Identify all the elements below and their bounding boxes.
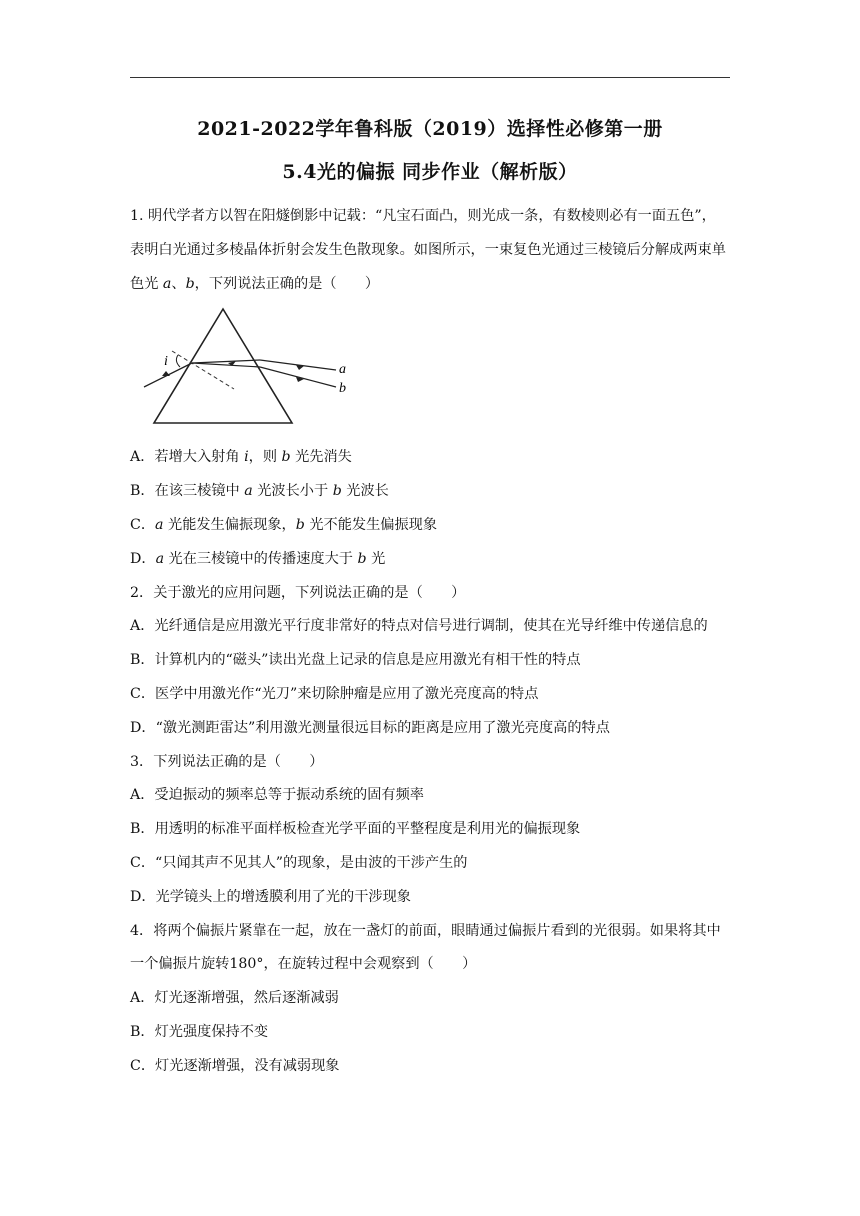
question-1-option-c: C．a 光能发生偏振现象，b 光不能发生偏振现象 bbox=[130, 516, 438, 533]
question-4-option-b: B．灯光强度保持不变 bbox=[130, 1023, 269, 1040]
question-2-stem: 2．关于激光的应用问题，下列说法正确的是（ ） bbox=[130, 584, 466, 601]
question-2-option-c: C．医学中用激光作“光刀”来切除肿瘤是应用了激光亮度高的特点 bbox=[130, 685, 539, 702]
question-1-option-a: A．若增大入射角 i，则 b 光先消失 bbox=[130, 449, 352, 466]
question-3-stem: 3．下列说法正确的是（ ） bbox=[130, 753, 324, 770]
prism-figure bbox=[130, 301, 730, 441]
label-a: a bbox=[339, 362, 346, 378]
inner-ray-a bbox=[192, 360, 260, 363]
label-b: b bbox=[339, 381, 346, 397]
question-4-option-c: C．灯光逐渐增强，没有减弱现象 bbox=[130, 1057, 340, 1074]
question-4-option-a: A．灯光逐渐增强，然后逐渐减弱 bbox=[130, 990, 339, 1007]
question-3-option-a: A．受迫振动的频率总等于振动系统的固有频率 bbox=[130, 787, 424, 804]
question-2-option-d: D．“激光测距雷达”利用激光测量很远目标的距离是应用了激光亮度高的特点 bbox=[130, 719, 610, 736]
exit-ray-b bbox=[260, 367, 336, 387]
incident-arrow bbox=[162, 371, 170, 376]
question-4-stem: 4．将两个偏振片紧靠在一起，放在一盏灯的前面，眼睛通过偏振片看到的光很弱。如果将其中一个偏振片旋转180°，在旋转过程中会观察到（ ） bbox=[130, 922, 721, 973]
page-subtitle: 5.4光的偏振 同步作业（解析版） bbox=[282, 161, 578, 183]
question-1-option-b: B．在该三棱镜中 a 光波长小于 b 光波长 bbox=[130, 483, 389, 500]
worksheet-content bbox=[130, 200, 730, 1084]
label-i: i bbox=[164, 354, 168, 370]
question-2-option-b: B．计算机内的“磁头”读出光盘上记录的信息是应用激光有相干性的特点 bbox=[130, 652, 581, 669]
question-3-option-c: C．“只闻其声不见其人”的现象，是由波的干涉产生的 bbox=[130, 854, 468, 871]
exit-ray-a bbox=[260, 360, 336, 370]
header-rule bbox=[130, 77, 730, 78]
angle-arc bbox=[176, 355, 180, 367]
page-title: 2021-2022学年鲁科版（2019）选择性必修第一册 bbox=[197, 118, 663, 140]
question-2-option-a: A．光纤通信是应用激光平行度非常好的特点对信号进行调制，使其在光导纤维中传递信息的 bbox=[130, 618, 708, 635]
inner-ray-b bbox=[192, 363, 260, 367]
question-3-option-d: D．光学镜头上的增透膜利用了光的干涉现象 bbox=[130, 888, 411, 905]
question-1-stem: 1. 明代学者方以智在阳燧倒影中记载：“凡宝石面凸，则光成一条，有数棱则必有一面五色”，表明白光通过多棱晶体折射会发生色散现象。如图所示，一束复色光通过三棱镜后分解成两束单色光 a、b，下列说法正确的是（ ） bbox=[130, 208, 726, 292]
prism-diagram bbox=[136, 305, 356, 435]
normal-line bbox=[172, 351, 234, 389]
prism-triangle bbox=[154, 309, 292, 423]
question-1-option-d: D．a 光在三棱镜中的传播速度大于 b 光 bbox=[130, 550, 386, 567]
question-3-option-b: B．用透明的标准平面样板检查光学平面的平整程度是利用光的偏振现象 bbox=[130, 821, 581, 838]
